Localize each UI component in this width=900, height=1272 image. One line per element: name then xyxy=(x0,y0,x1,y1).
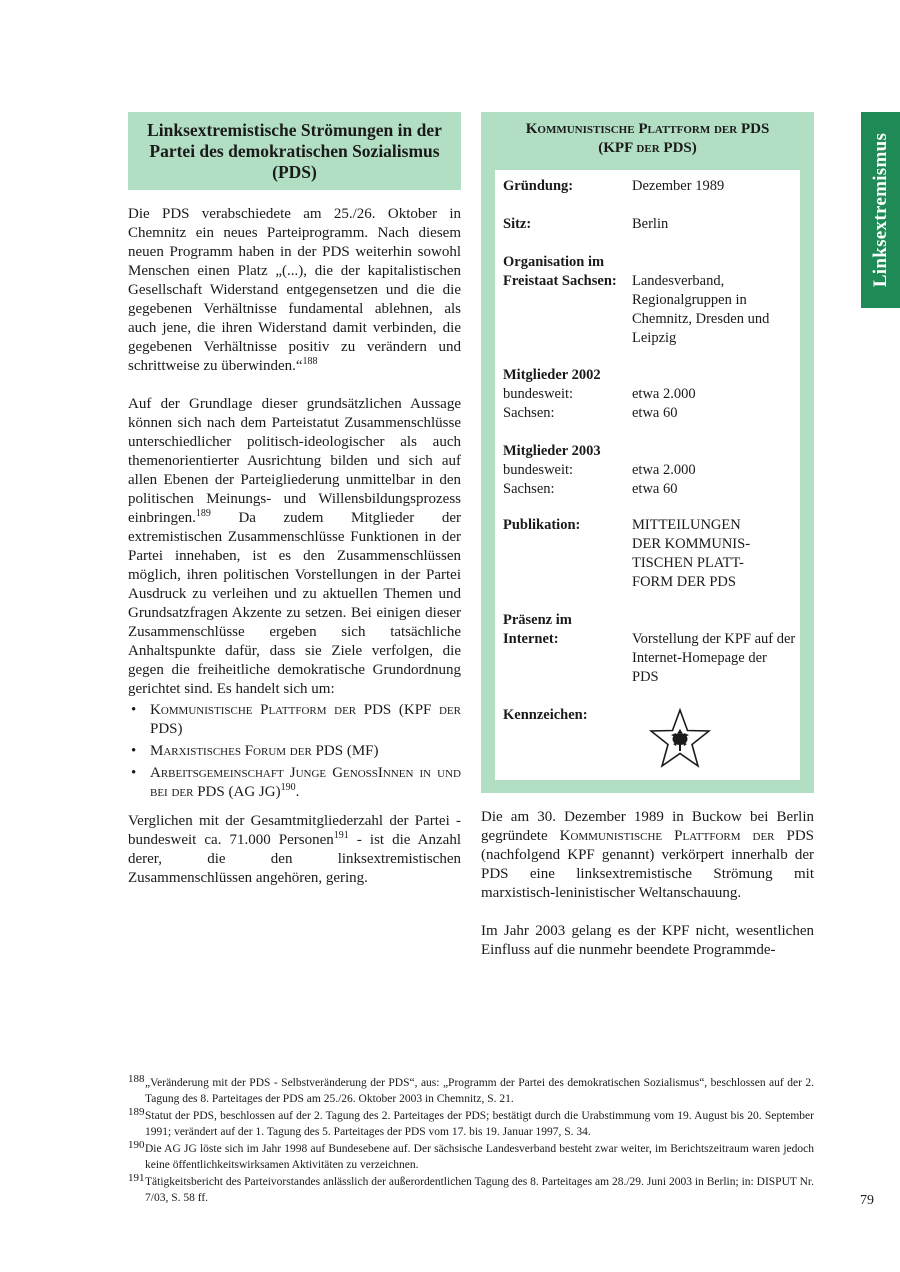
section-heading-text: Linksextremistische Strömungen in der Partei des demokratischen Sozialismus (PDS) xyxy=(147,119,442,182)
paragraph-1: Die PDS verabschiedete am 25./26. Oktober in Chemnitz ein neues Parteiprogramm. Nach diesem neuen Programm haben in der PDS weiterhin sowohl Menschen einen Platz „(...), die der kapitalistischen Gesellschaft Widerstand entgegensetzen und die die gegebenen Verhältnisse fundamental ablehnen, als auch jene, die ihren Widerstand damit verbinden, die gegebenen Verhältnisse positiv zu verändern und schrittweise zu überwinden.“$^{188}$ xyxy=(128,206,461,374)
right-paragraph-2: Im Jahr 2003 gelang es der KPF nicht, wesentlichen Einfluss auf die nunmehr beendete Programmde- xyxy=(481,923,814,958)
section-heading xyxy=(128,112,461,190)
list-item: • Kommunistische Plattform der PDS (KPF der PDS) xyxy=(131,702,461,737)
chapter-side-tab-label: Linksextremismus xyxy=(869,132,891,288)
bullet-icon: • xyxy=(131,702,137,718)
star-emblem-icon xyxy=(649,708,711,770)
page-number: 79 xyxy=(860,1193,874,1208)
footnote-ref-189[interactable]: 189 xyxy=(195,508,211,519)
kpf-fact-box xyxy=(481,112,814,793)
footnote-191: 191 Tätigkeitsbericht des Parteivorstandes anlässlich der außerordentlichen Tagung des 8. Parteitages am 28./29. Juni 2003 in Berlin; in: DISPUT Nr. 7/03, S. 58 ff. xyxy=(128,1172,814,1204)
kpf-box-title: Kommunistische Plattform der PDS (KPF der PDS) xyxy=(525,121,770,156)
footnote-189: 189 Statut der PDS, beschlossen auf der 2. Tagung des 2. Parteitages der PDS; bestätigt durch die Urabstimmung vom 19. August bis 20. September 1991; verändert auf der 1. Tagung des 5. Parteitages der PDS vom 17. bis 19. Januar 1997, S. 34. xyxy=(128,1106,814,1138)
footnote-ref-190[interactable]: 190 xyxy=(280,782,296,793)
bullet-icon: • xyxy=(131,743,137,759)
footnote-ref-191[interactable]: 191 xyxy=(333,830,349,841)
kpf-box-content: Gründung: Dezember 1989 Sitz: Berlin Organisation im Freistaat Sachsen: Landesverband, Regionalgruppen in Chemnitz, Dresden und Leipzig Mitglieder 2002 bundesweit: etwa 2.000 Sachsen: etwa 60 Mitglieder 2003 bundesweit: etwa 2.000 Sachsen: etwa 60 Publikation: MITTEILUNGEN DER KOMMUNIS-TISCHEN PLATT-FORM DER PDS Präsenz im Internet: Vorstellung der KPF auf der Internet-Homepage der PDS Kennzeichen: xyxy=(495,170,800,780)
left-column xyxy=(128,205,461,888)
list-item: • Marxistisches Forum der PDS (MF) xyxy=(131,743,379,759)
footnote-188: 188 „Veränderung mit der PDS - Selbstveränderung der PDS“, aus: „Programm der Partei des demokratischen Sozialismus“, beschlossen auf der 2. Tagung des 8. Parteitages der PDS am 25./26. Oktober 2003 in Chemnitz, S. 21. xyxy=(128,1073,814,1105)
bullet-icon: • xyxy=(131,765,137,781)
list-item: • Arbeitsgemeinschaft Junge GenossInnen in und bei der PDS (AG JG)$^{190}$. xyxy=(131,765,461,800)
footnotes xyxy=(128,1075,814,1207)
chapter-side-tab xyxy=(861,112,900,308)
paragraph-3: Verglichen mit der Gesamtmitgliederzahl der Partei - bundesweit ca. 71.000 Personen$^{191}$ - ist die Anzahl derer, die den linksextremistischen Zusammenschlüssen angehören, gering. xyxy=(128,813,461,886)
right-column xyxy=(481,808,814,960)
footnote-ref-188[interactable]: 188 xyxy=(302,356,318,367)
footnote-190: 190 Die AG JG löste sich im Jahr 1998 auf Bundesebene auf. Der sächsische Landesverband besteht zwar weiter, im Berichtszeitraum waren jedoch keine öffentlichkeitswirksamen Aktivitäten zu verzeichnen. xyxy=(128,1139,814,1171)
paragraph-2: Auf der Grundlage dieser grundsätzlichen Aussage können sich nach dem Parteistatut Zusammenschlüsse unterschiedlicher politisch-ideologischer als auch themenorientierter Ausrichtung bilden und sich auf allen Ebenen der Parteigliederung unmittelbar in den politischen Meinungs- und Willensbildungsprozess einbringen.$^{189}$ Da zudem Mitglieder der extremistischen Zusammenschlüsse Funktionen in der Partei innehaben, ist es den Zusammenschlüssen möglich, ihren politischen Vorstellungen in der Partei Ausdruck zu verleihen und zu aktuellen Themen und Grundsatzfragen Akzente zu setzen. Bei einigen dieser Zusammenschlüsse ergeben sich tatsächliche Anhaltspunkte dafür, dass sie Ziele verfolgen, die gegen die freiheitliche demokratische Grundordnung gerichtet sind. Es handelt sich um: xyxy=(128,396,461,697)
right-paragraph-1: Die am 30. Dezember 1989 in Buckow bei Berlin gegründete Kommunistische Plattform der PDS (nachfolgend KPF genannt) verkörpert innerhalb der PDS eine linksextremistische Strömung mit marxistisch-leninistischer Weltanschauung. xyxy=(481,809,814,901)
organization-list xyxy=(128,701,461,802)
